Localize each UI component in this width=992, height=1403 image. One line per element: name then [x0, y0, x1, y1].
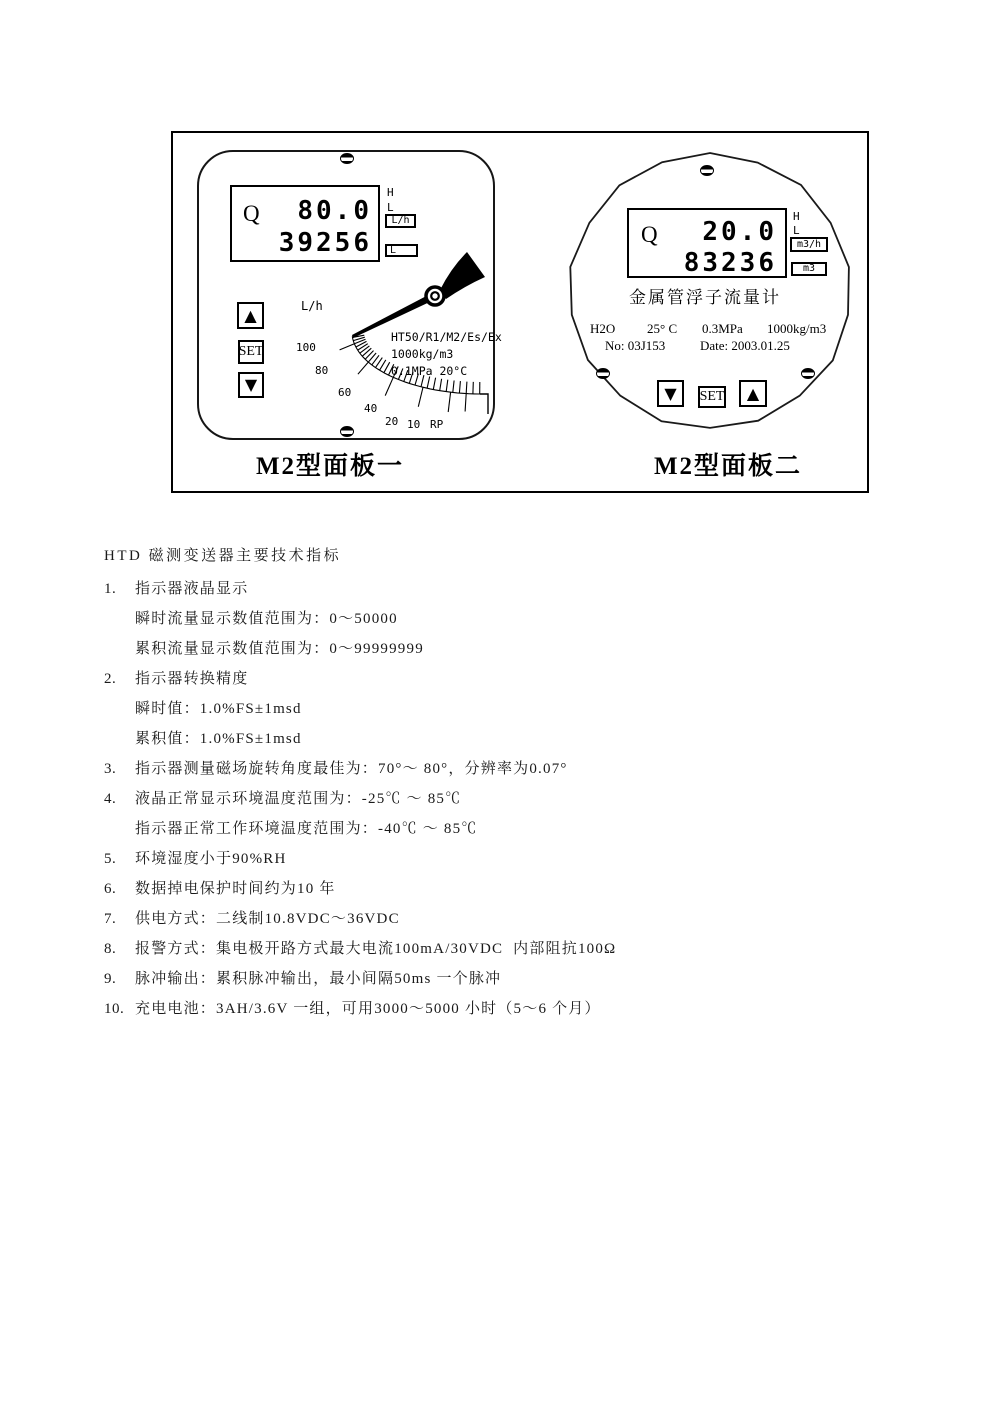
total-unit-box: L	[385, 244, 418, 257]
spec-line	[104, 874, 904, 904]
alarm-low-label: L	[387, 201, 394, 214]
lcd-q-symbol: Q	[243, 201, 260, 226]
set-button	[238, 340, 264, 364]
spec-line-number: 5.	[104, 851, 117, 867]
info-fluid: H2O	[590, 321, 616, 336]
panel2-faceplate	[564, 150, 856, 434]
lcd-flow-value: 20.0	[702, 217, 777, 247]
spec-line	[104, 724, 904, 754]
spec-line-number: 6.	[104, 881, 117, 897]
spec-line-number: 8.	[104, 941, 117, 957]
flow-unit-box: m3/h	[790, 237, 828, 252]
gauge-scale-label: 10	[407, 418, 421, 431]
screw-icon	[801, 368, 815, 379]
spec-line-number: 1.	[104, 581, 117, 597]
alarm-low-label: L	[793, 224, 800, 237]
gauge-unit-label: L/h	[301, 299, 323, 313]
spec-line-text: 充电电池：3AH/3.6V 一组，可用3000～5000 小时（5～6 个月）	[135, 1001, 601, 1017]
spec-line	[104, 844, 904, 874]
spec-line	[104, 814, 904, 844]
spec-line-number	[104, 814, 135, 844]
screw-icon	[340, 426, 354, 437]
lcd-total-value: 83236	[683, 248, 777, 278]
spec-list	[104, 541, 904, 1024]
down-triangle-icon: ▼	[664, 383, 677, 403]
down-triangle-icon: ▼	[244, 375, 258, 394]
info-date: Date: 2003.01.25	[700, 338, 790, 353]
set-button	[698, 386, 726, 408]
screw-icon	[596, 368, 610, 379]
spec-line	[104, 604, 904, 634]
spec-line-text: 脉冲输出：累积脉冲输出，最小间隔50ms 一个脉冲	[135, 971, 502, 987]
spec-line-number: 10.	[104, 1001, 125, 1017]
info-density: 1000kg/m3	[767, 321, 827, 336]
alarm-high-label: H	[793, 210, 800, 223]
total-unit-box: m3	[791, 262, 827, 276]
up-button	[739, 380, 767, 407]
flowmeter-title: 金属管浮子流量计	[629, 288, 781, 307]
spec-line	[104, 904, 904, 934]
spec-line-text: 数据掉电保护时间约为10 年	[135, 881, 336, 897]
spec-line-text: 瞬时流量显示数值范围为：0～50000	[135, 611, 398, 627]
meter-spec-block	[391, 329, 502, 380]
spec-line	[104, 784, 904, 814]
set-button-label: SET	[699, 389, 725, 404]
spec-line-text: 指示器液晶显示	[135, 581, 249, 597]
lcd-total-value: 39256	[278, 228, 372, 258]
spec-line-text: 指示器测量磁场旋转角度最佳为：70°～ 80°，分辨率为0.07°	[135, 761, 568, 777]
spec-line-number: 9.	[104, 971, 117, 987]
spec-line-number	[104, 604, 135, 634]
spec-line	[104, 754, 904, 784]
spec-line-number	[104, 694, 135, 724]
up-triangle-icon: ▲	[746, 383, 760, 403]
screw-icon	[700, 165, 714, 176]
spec-line	[104, 694, 904, 724]
spec-line	[104, 994, 904, 1024]
gauge-scale-label: 40	[364, 402, 378, 415]
meter-model-text: HT50/R1/M2/Es/Ex	[391, 330, 502, 344]
panel1-caption: M2型面板一	[255, 453, 405, 480]
lcd-display	[230, 185, 380, 262]
gauge-rp-bracket	[480, 394, 488, 414]
spec-line-number	[104, 724, 135, 754]
gauge-scale-rp-label: RP	[430, 418, 444, 431]
screw-icon	[340, 153, 354, 164]
gauge-scale-label: 80	[315, 364, 329, 377]
alarm-high-label: H	[387, 186, 394, 199]
panel2-caption: M2型面板二	[653, 453, 803, 480]
meter-condition-text: 0.1MPa 20°C	[391, 364, 468, 378]
up-triangle-icon: ▲	[244, 305, 257, 325]
needle-pivot-center-icon	[431, 292, 439, 300]
lcd-display	[627, 208, 787, 278]
spec-line-text: 指示器转换精度	[135, 671, 249, 687]
spec-line	[104, 574, 904, 604]
spec-heading: HTD 磁测变送器主要技术指标	[104, 548, 342, 564]
spec-line-text: 供电方式：二线制10.8VDC～36VDC	[135, 911, 400, 927]
set-button-label: SET	[238, 344, 264, 359]
info-serial-number: No: 03J153	[605, 338, 666, 353]
spec-line-text: 液晶正常显示环境温度范围为：-25℃ ～ 85℃	[135, 791, 462, 807]
down-button	[657, 380, 684, 407]
gauge-needle-flag	[440, 252, 485, 299]
meter-density-text: 1000kg/m3	[391, 347, 454, 361]
spec-line-number: 3.	[104, 761, 117, 777]
info-temperature: 25° C	[647, 321, 678, 336]
spec-line-number	[104, 634, 135, 664]
spec-line-text: 累积值：1.0%FS±1msd	[135, 731, 302, 747]
spec-line-number: 7.	[104, 911, 117, 927]
gauge-scale-label: 100	[296, 341, 316, 354]
spec-line-number: 4.	[104, 791, 117, 807]
lcd-q-symbol: Q	[641, 222, 658, 247]
flow-unit-box: L/h	[385, 214, 416, 228]
panel1-faceplate	[197, 150, 502, 440]
spec-line-text: 报警方式：集电极开路方式最大电流100mA/30VDC 内部阻抗100Ω	[135, 941, 617, 957]
lcd-flow-value: 80.0	[297, 196, 372, 226]
gauge-scale-label: 60	[338, 386, 352, 399]
spec-line	[104, 964, 904, 994]
spec-line	[104, 634, 904, 664]
gauge-scale-label: 20	[385, 415, 399, 428]
spec-line	[104, 664, 904, 694]
up-button	[237, 302, 264, 329]
spec-line-number: 2.	[104, 671, 117, 687]
spec-line-text: 指示器正常工作环境温度范围为：-40℃ ～ 85℃	[135, 821, 478, 837]
spec-line-text: 累积流量显示数值范围为：0～99999999	[135, 641, 424, 657]
spec-line-text: 瞬时值：1.0%FS±1msd	[135, 701, 302, 717]
down-button	[238, 372, 264, 398]
info-pressure: 0.3MPa	[702, 321, 743, 336]
spec-line-text: 环境湿度小于90%RH	[135, 851, 287, 867]
spec-line	[104, 934, 904, 964]
